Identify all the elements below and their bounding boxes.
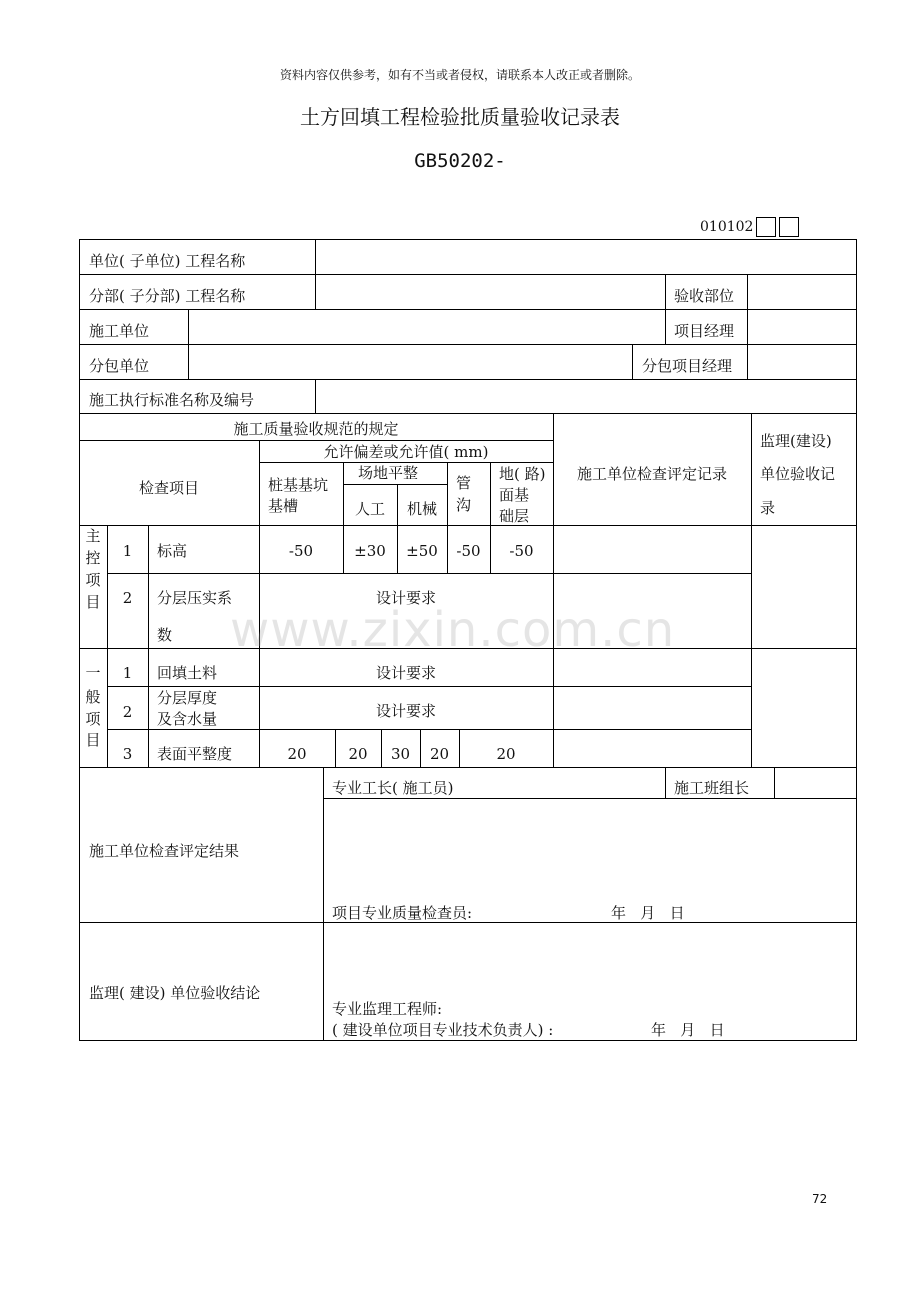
standard-label: 施工执行标准名称及编号 xyxy=(89,391,255,409)
rule-h xyxy=(107,686,751,687)
item-name-line2: 及含水量 xyxy=(157,710,218,728)
tolerance-value: 30 xyxy=(390,745,411,763)
sub-manager-label: 分包项目经理 xyxy=(642,357,733,375)
check-item-header: 检查项目 xyxy=(138,479,199,497)
pipe-header-l2: 沟 xyxy=(456,496,472,514)
inspector-label: 项目专业质量检查员: xyxy=(332,904,473,922)
tolerance-header: 允许偏差或允许值( mm) xyxy=(323,443,489,461)
tolerance-value: 20 xyxy=(287,745,307,763)
rule-v xyxy=(315,239,316,309)
disclaimer-notice: 资料内容仅供参考，如有不当或者侵权，请联系本人改正或者删除。 xyxy=(279,68,640,82)
requirement-text: 设计要求 xyxy=(375,702,436,720)
main-items-group-char: 主 xyxy=(85,527,101,545)
site-leveling-header: 场地平整 xyxy=(357,464,418,482)
rule-h xyxy=(259,462,553,463)
general-items-group-char: 一 xyxy=(85,664,101,682)
rule-v xyxy=(148,525,149,767)
page-title: 土方回填工程检验批质量验收记录表 xyxy=(300,105,620,129)
rule-h xyxy=(79,413,857,414)
standard-code: GB50202- xyxy=(414,150,506,172)
rule-h xyxy=(79,922,857,923)
row-number: 3 xyxy=(122,745,133,763)
form-number-box-1 xyxy=(756,217,776,237)
rule-v xyxy=(107,525,108,767)
manual-header: 人工 xyxy=(354,500,385,518)
form-number-box-2 xyxy=(779,217,799,237)
rule-h xyxy=(107,573,751,574)
item-name: 表面平整度 xyxy=(157,745,233,763)
rule-h xyxy=(107,729,751,730)
rule-v xyxy=(632,344,633,379)
supervisor-result-label: 监理( 建设) 单位验收结论 xyxy=(89,984,261,1002)
general-items-group-char: 般 xyxy=(85,688,101,706)
rule-v xyxy=(315,379,316,413)
watermark: www.zixin.com.cn xyxy=(230,602,676,658)
form-number-text: 010102 xyxy=(700,219,754,235)
requirement-text: 设计要求 xyxy=(375,664,436,682)
item-name-line1: 分层厚度 xyxy=(157,689,218,707)
rule-h xyxy=(79,239,857,240)
row-number: 1 xyxy=(122,664,133,682)
item-name: 回填土料 xyxy=(157,664,218,682)
general-items-group-char: 目 xyxy=(85,731,101,749)
item-name: 标高 xyxy=(157,542,188,560)
tolerance-value: 20 xyxy=(429,745,450,763)
rule-v xyxy=(856,239,857,1040)
row-number: 2 xyxy=(122,589,133,607)
row-number: 2 xyxy=(122,703,133,721)
general-items-group-char: 项 xyxy=(85,710,101,728)
owner-rep-label: ( 建设单位项目专业技术负责人) : xyxy=(332,1021,554,1039)
supervisor-header-l2: 单位验收记 xyxy=(760,465,836,483)
rule-v xyxy=(665,767,666,798)
subcontractor-label: 分包单位 xyxy=(89,357,150,375)
requirement-text: 设计要求 xyxy=(375,589,436,607)
spec-rule-header: 施工质量验收规范的规定 xyxy=(233,420,399,438)
foreman-label: 专业工长( 施工员) xyxy=(332,779,454,797)
contractor-label: 施工单位 xyxy=(89,322,150,340)
tolerance-value: -50 xyxy=(456,542,481,560)
project-name-label: 单位( 子单位) 工程名称 xyxy=(89,252,246,270)
rule-h xyxy=(79,767,857,768)
contractor-result-label: 施工单位检查评定结果 xyxy=(89,842,240,860)
engineer-label: 专业监理工程师: xyxy=(332,1000,443,1018)
rule-v xyxy=(665,274,666,344)
supervisor-header-l3: 录 xyxy=(760,499,776,517)
contractor-record-header: 施工单位检查评定记录 xyxy=(576,465,727,483)
rule-h xyxy=(79,1040,857,1041)
row-number: 1 xyxy=(122,542,133,560)
acceptance-part-label: 验收部位 xyxy=(674,287,735,305)
tolerance-value: -50 xyxy=(509,542,534,560)
rule-h xyxy=(343,484,447,485)
item-name-line1: 分层压实系 xyxy=(157,589,233,607)
main-items-group-char: 项 xyxy=(85,571,101,589)
rule-h xyxy=(79,344,857,345)
tolerance-value: -50 xyxy=(288,542,314,560)
tolerance-value: 20 xyxy=(496,745,516,763)
rule-h xyxy=(79,309,857,310)
rule-h xyxy=(323,798,857,799)
rule-v xyxy=(774,767,775,798)
main-items-group-char: 控 xyxy=(85,549,101,567)
rule-h xyxy=(79,440,553,441)
acceptance-date: 年 月 日 xyxy=(651,1021,725,1039)
page-number: 72 xyxy=(812,1192,828,1206)
ground-header-l1: 地( 路) xyxy=(499,465,546,483)
rule-h xyxy=(79,525,857,526)
machine-header: 机械 xyxy=(406,500,437,518)
ground-header-l3: 础层 xyxy=(499,507,530,525)
rule-v xyxy=(323,767,324,1040)
tolerance-value: ±30 xyxy=(354,542,386,560)
rule-h xyxy=(79,274,857,275)
pile-header-l1: 桩基基坑 xyxy=(268,476,329,494)
pipe-header-l1: 管 xyxy=(456,474,472,492)
project-manager-label: 项目经理 xyxy=(674,322,735,340)
team-leader-label: 施工班组长 xyxy=(674,779,750,797)
ground-header-l2: 面基 xyxy=(499,486,530,504)
subproject-label: 分部( 子分部) 工程名称 xyxy=(89,287,246,305)
rule-v xyxy=(751,413,752,767)
pile-header-l2: 基槽 xyxy=(268,497,299,515)
item-name-line2: 数 xyxy=(157,626,173,644)
tolerance-value: ±50 xyxy=(406,542,438,560)
form-number xyxy=(700,217,799,237)
rule-v xyxy=(79,239,80,1040)
rule-v xyxy=(747,274,748,379)
rule-v xyxy=(188,309,189,379)
rule-h xyxy=(79,379,857,380)
tolerance-value: 20 xyxy=(348,745,368,763)
inspection-date: 年 月 日 xyxy=(611,904,685,922)
supervisor-header-l1: 监理(建设) xyxy=(760,432,832,450)
main-items-group-char: 目 xyxy=(85,593,101,611)
